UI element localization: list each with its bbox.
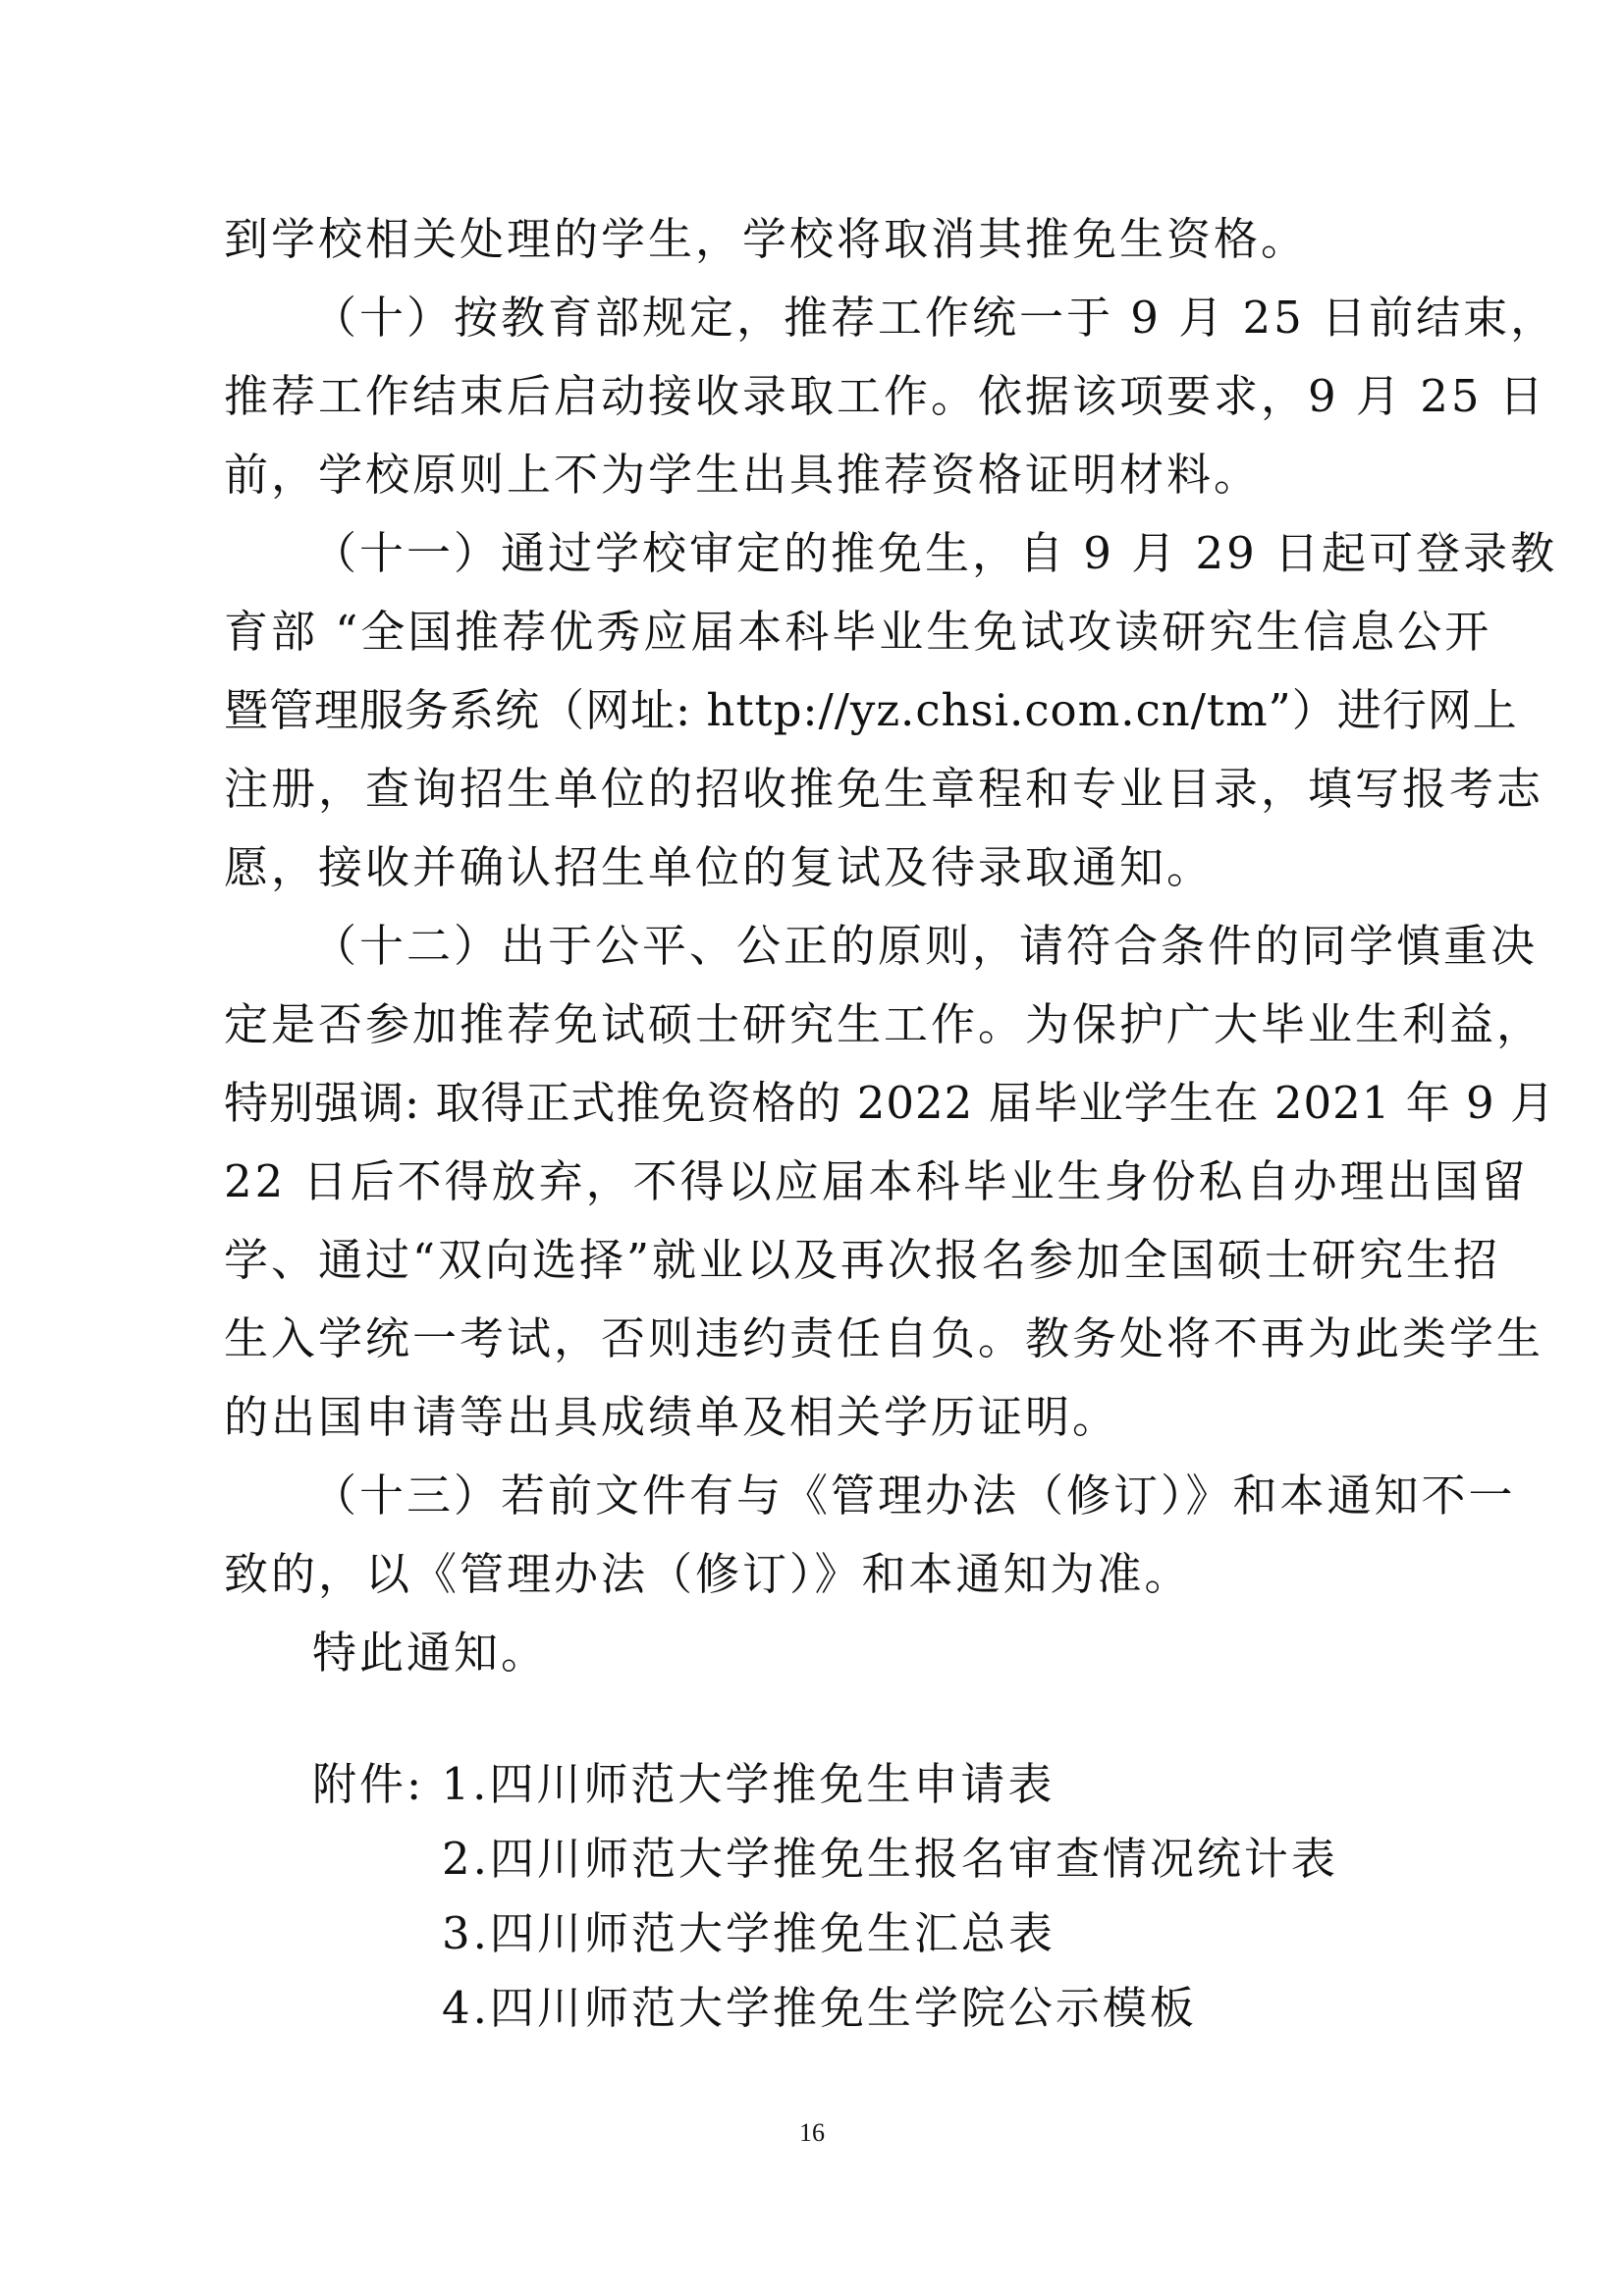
body-line: （十三）若前文件有与《管理办法（修订）》和本通知不一 <box>312 1469 1516 1522</box>
page-number: 16 <box>799 2118 825 2147</box>
body-line: 的出国申请等出具成绩单及相关学历证明。 <box>224 1391 1120 1443</box>
body-line: 生入学统一考试，否则违约责任自负。教务处将不再为此类学生 <box>224 1312 1544 1364</box>
body-line: 前，学校原则上不为学生出具推荐资格证明材料。 <box>224 449 1262 501</box>
body-line: 到学校相关处理的学生，学校将取消其推免生资格。 <box>224 213 1309 265</box>
body-line: 育部 “全国推荐优秀应届本科毕业生免试攻读研究生信息公开 <box>224 606 1492 658</box>
body-line: 致的，以《管理办法（修订）》和本通知为准。 <box>224 1548 1192 1600</box>
body-line: 22 日后不得放弃，不得以应届本科毕业生身份私自办理出国留 <box>224 1155 1529 1207</box>
body-line: 愿，接收并确认招生单位的复试及待录取通知。 <box>224 841 1215 893</box>
attachment-item: 2.四川师范大学推免生报名审查情况统计表 <box>442 1833 1338 1885</box>
body-line: 定是否参加推荐免试硕士研究生工作。为保护广大毕业生利益， <box>224 998 1544 1050</box>
attachment-item: 附件: 1.四川师范大学推免生申请表 <box>312 1758 1056 1810</box>
body-line: 特别强调: 取得正式推免资格的 2022 届毕业学生在 2021 年 9 月 <box>224 1077 1555 1129</box>
body-line: 学、通过“双向选择”就业以及再次报名参加全国硕士研究生招 <box>224 1234 1501 1286</box>
body-line: （十二）出于公平、公正的原则，请符合条件的同学慎重决 <box>312 920 1539 972</box>
attachment-item: 4.四川师范大学推免生学院公示模板 <box>442 1982 1197 2034</box>
closing-line: 特此通知。 <box>312 1627 549 1679</box>
attachment-item: 3.四川师范大学推免生汇总表 <box>442 1907 1056 1959</box>
body-line: （十）按教育部规定，推荐工作统一于 9 月 25 日前结束， <box>312 292 1558 344</box>
body-line: 暨管理服务系统（网址: http://yz.chsi.com.cn/tm”）进行网上 <box>224 684 1518 736</box>
body-line: 推荐工作结束后启动接收录取工作。依据该项要求，9 月 25 日 <box>224 370 1546 422</box>
body-line: （十一）通过学校审定的推免生，自 9 月 29 日起可登录教 <box>312 527 1558 579</box>
body-line: 注册，查询招生单位的招收推免生章程和专业目录，填写报考志 <box>224 763 1544 815</box>
